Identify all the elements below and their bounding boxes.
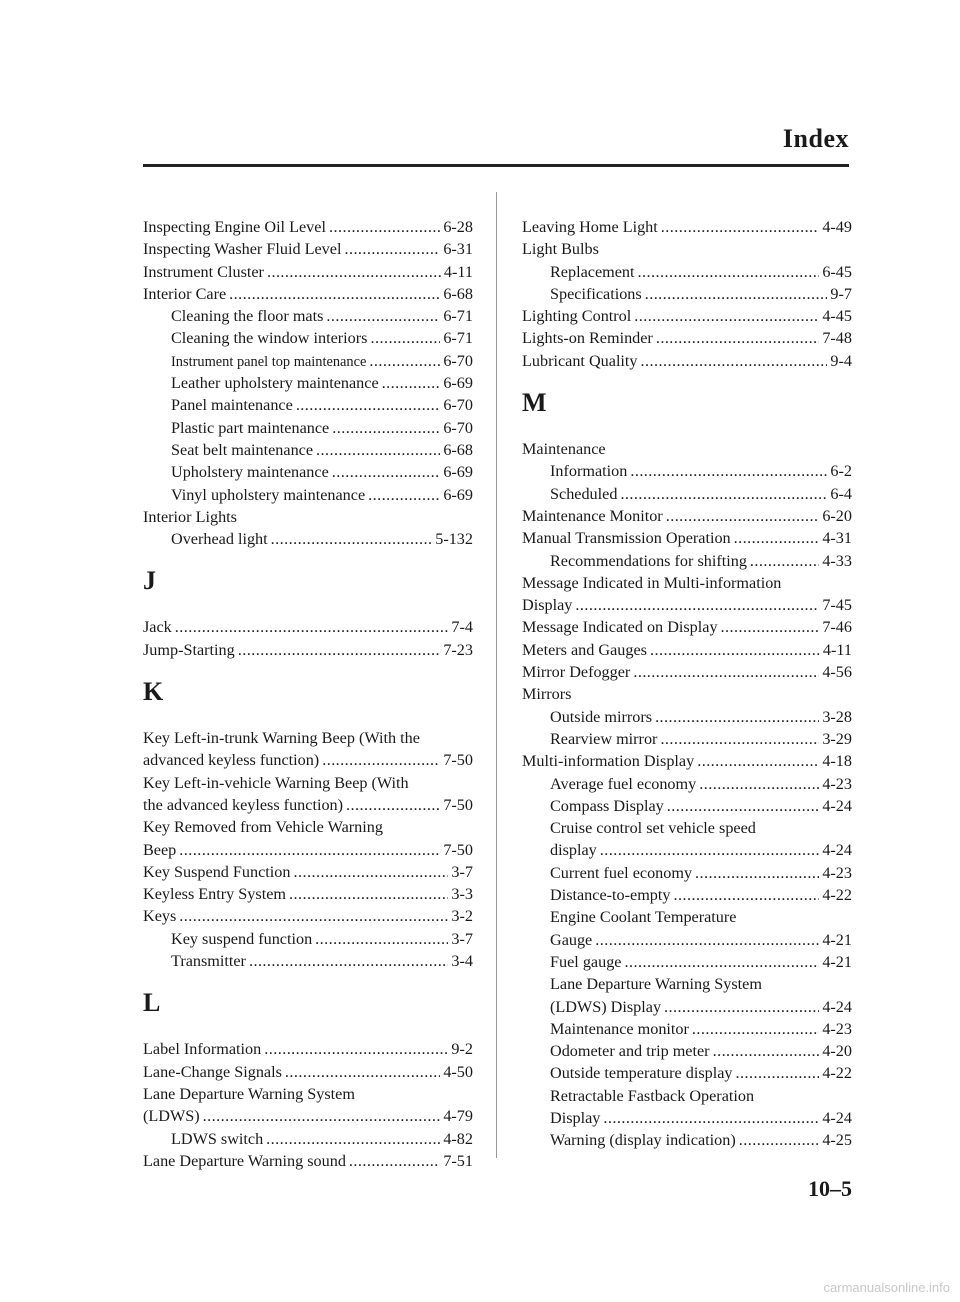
index-subentry: Engine Coolant Temperature bbox=[550, 908, 737, 927]
index-subentry: Maintenance monitor . . . 4-23 bbox=[522, 1018, 852, 1040]
index-subentry: Replacement . . . 6-45 bbox=[522, 261, 852, 283]
index-entry: Light Bulbs bbox=[522, 240, 599, 259]
index-subentry: Leather upholstery maintenance . . . 6-69 bbox=[143, 372, 473, 394]
index-subentry: Scheduled . . . 6-4 bbox=[522, 483, 852, 505]
index-subentry: Warning (display indication) . . . 4-25 bbox=[522, 1129, 852, 1151]
index-subentry: Seat belt maintenance . . . 6-68 bbox=[143, 439, 473, 461]
column-divider bbox=[496, 192, 497, 1158]
index-entry: Interior Lights bbox=[143, 507, 237, 526]
index-entry: Meters and Gauges . . . 4-11 bbox=[522, 639, 852, 661]
index-entry: Keys . . . 3-2 bbox=[143, 905, 473, 927]
index-subentry: Compass Display . . . 4-24 bbox=[522, 795, 852, 817]
index-subentry: Panel maintenance . . . 6-70 bbox=[143, 394, 473, 416]
index-entry: Message Indicated in Multi-information bbox=[522, 573, 782, 592]
page-title: Index bbox=[782, 124, 849, 153]
index-subentry: Recommendations for shifting . . . 4-33 bbox=[522, 550, 852, 572]
index-entry: Jack . . . 7-4 bbox=[143, 616, 473, 638]
index-entry: Lane Departure Warning System bbox=[143, 1084, 355, 1103]
index-entry: Key Removed from Vehicle Warning bbox=[143, 818, 383, 837]
index-entry: Label Information . . . 9-2 bbox=[143, 1038, 473, 1060]
index-entry: Multi-information Display . . . 4-18 bbox=[522, 750, 852, 772]
index-entry: Message Indicated on Display . . . 7-46 bbox=[522, 616, 852, 638]
index-entry: Keyless Entry System . . . 3-3 bbox=[143, 883, 473, 905]
index-entry: Lane Departure Warning sound . . . 7-51 bbox=[143, 1150, 473, 1172]
index-entry: Display . . . 7-45 bbox=[522, 594, 852, 616]
index-subentry: Plastic part maintenance . . . 6-70 bbox=[143, 417, 473, 439]
index-subentry: LDWS switch . . . 4-82 bbox=[143, 1128, 473, 1150]
index-entry: Lighting Control . . . 4-45 bbox=[522, 305, 852, 327]
index-subentry: Distance-to-empty . . . 4-22 bbox=[522, 884, 852, 906]
index-subentry: Outside temperature display . . . 4-22 bbox=[522, 1062, 852, 1084]
index-entry: advanced keyless function) . . . 7-50 bbox=[143, 749, 473, 771]
index-entry: Maintenance bbox=[522, 440, 606, 459]
index-column-left bbox=[143, 216, 473, 1172]
index-entry: Key Suspend Function . . . 3-7 bbox=[143, 861, 473, 883]
index-entry: Mirrors bbox=[522, 685, 572, 704]
index-subentry: Outside mirrors . . . 3-28 bbox=[522, 706, 852, 728]
index-entry: Maintenance Monitor . . . 6-20 bbox=[522, 505, 852, 527]
index-subentry: Odometer and trip meter . . . 4-20 bbox=[522, 1040, 852, 1062]
index-subentry: Fuel gauge . . . 4-21 bbox=[522, 951, 852, 973]
index-entry: (LDWS) . . . 4-79 bbox=[143, 1105, 473, 1127]
index-subentry: Cruise control set vehicle speed bbox=[550, 819, 756, 838]
index-column-right bbox=[522, 216, 852, 1152]
index-subentry: Lane Departure Warning System bbox=[550, 975, 762, 994]
index-subentry: (LDWS) Display . . . 4-24 bbox=[522, 996, 852, 1018]
index-entry: Inspecting Washer Fluid Level . . . 6-31 bbox=[143, 238, 473, 260]
index-entry: Jump-Starting . . . 7-23 bbox=[143, 639, 473, 661]
index-entry: Lane-Change Signals . . . 4-50 bbox=[143, 1061, 473, 1083]
index-subentry: Overhead light . . . 5-132 bbox=[143, 528, 473, 550]
index-entry: Lights-on Reminder . . . 7-48 bbox=[522, 327, 852, 349]
index-entry: Interior Care . . . 6-68 bbox=[143, 283, 473, 305]
index-subentry: Rearview mirror . . . 3-29 bbox=[522, 728, 852, 750]
index-subentry: Key suspend function . . . 3-7 bbox=[143, 928, 473, 950]
index-entry: the advanced keyless function) . . . 7-50 bbox=[143, 794, 473, 816]
index-entry: Key Left-in-trunk Warning Beep (With the bbox=[143, 729, 420, 748]
index-subentry: display . . . 4-24 bbox=[522, 839, 852, 861]
index-subentry: Average fuel economy . . . 4-23 bbox=[522, 773, 852, 795]
index-subentry: Cleaning the floor mats . . . 6-71 bbox=[143, 305, 473, 327]
index-entry: Inspecting Engine Oil Level . . . 6-28 bbox=[143, 216, 473, 238]
index-subentry: Current fuel economy . . . 4-23 bbox=[522, 862, 852, 884]
index-entry: Instrument Cluster . . . 4-11 bbox=[143, 261, 473, 283]
section-letter-m: M bbox=[522, 388, 547, 418]
page-number: 10–5 bbox=[808, 1176, 852, 1201]
index-subentry: Upholstery maintenance . . . 6-69 bbox=[143, 461, 473, 483]
index-entry: Lubricant Quality . . . 9-4 bbox=[522, 350, 852, 372]
index-subentry: Specifications . . . 9-7 bbox=[522, 283, 852, 305]
index-entry: Mirror Defogger . . . 4-56 bbox=[522, 661, 852, 683]
index-subentry: Cleaning the window interiors . . . 6-71 bbox=[143, 327, 473, 349]
index-subentry: Display . . . 4-24 bbox=[522, 1107, 852, 1129]
index-entry: Beep . . . 7-50 bbox=[143, 839, 473, 861]
index-subentry: Vinyl upholstery maintenance . . . 6-69 bbox=[143, 484, 473, 506]
index-subentry: Retractable Fastback Operation bbox=[550, 1086, 755, 1105]
index-subentry: Information . . . 6-2 bbox=[522, 460, 852, 482]
header-rule bbox=[143, 164, 849, 167]
index-subentry: Gauge . . . 4-21 bbox=[522, 929, 852, 951]
section-letter-j: J bbox=[143, 566, 156, 596]
section-letter-k: K bbox=[143, 677, 164, 707]
index-subentry: Transmitter . . . 3-4 bbox=[143, 950, 473, 972]
index-entry: Key Left-in-vehicle Warning Beep (With bbox=[143, 773, 409, 792]
section-letter-l: L bbox=[143, 988, 161, 1018]
index-entry: Manual Transmission Operation . . . 4-31 bbox=[522, 527, 852, 549]
index-subentry: Instrument panel top maintenance . . . 6-70 bbox=[143, 350, 473, 372]
watermark: carmanualsonline.info bbox=[823, 1280, 950, 1295]
index-entry: Leaving Home Light . . . 4-49 bbox=[522, 216, 852, 238]
